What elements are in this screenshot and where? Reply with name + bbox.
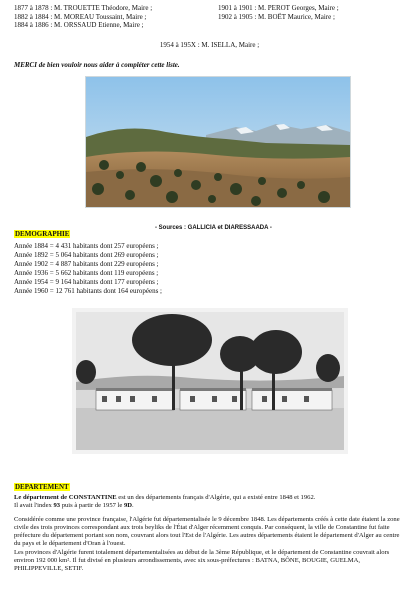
mayor-entry: 1901 à 1901 : M. PEROT Georges, Maire ;	[218, 4, 339, 12]
barracks-illustration	[72, 308, 348, 454]
landscape-illustration	[86, 77, 350, 207]
population-entry: Année 1936 = 5 662 habitants dont 119 européens ;	[14, 269, 159, 277]
demographie-list	[14, 242, 162, 296]
mayors-right-column	[218, 4, 339, 21]
population-entry: Année 1902 = 4 887 habitants dont 229 européens ;	[14, 260, 159, 268]
departement-paragraph-1: Considérée comme une province française, l'Algérie fut départementalisée le 9 décembre 1848. Les départements créés à cette date étaient la zone civile des trois provinces correspondant aux trois beyliks de l'État d'Alger récemment conquis. Par conséquent, la ville de Constantine fut faite préfecture du département portant son nom, couvrant alors tout l'Est de l'Algérie. Les autres départements étaient le département d'Alger au centre du pays et le département d'Oran à l'ouest.	[14, 516, 400, 548]
departement-index: Il avait l'index 93 puis à partir de 1957 le 9D.	[14, 502, 134, 510]
population-entry: Année 1892 = 5 064 habitants dont 269 européens ;	[14, 251, 159, 259]
departement-heading: DEPARTEMENT	[15, 483, 69, 491]
demographie-heading: DEMOGRAPHIE	[15, 230, 70, 238]
population-entry: Année 1954 = 9 164 habitants dont 177 européens ;	[14, 278, 159, 286]
help-note: MERCI de bien vouloir nous aider à compléter cette liste.	[14, 61, 180, 69]
demographie-sources: - Sources : GALLICIA et DIARESSAADA -	[155, 225, 272, 231]
departement-intro: Le département de CONSTANTINE est un des départements français d'Algérie, qui a existé entre 1848 et 1962.	[14, 494, 316, 501]
mayors-left-column	[14, 4, 152, 30]
population-entry: Année 1884 = 4 431 habitants dont 257 européens ;	[14, 242, 159, 250]
population-entry: Année 1960 = 12 761 habitants dont 164 européens ;	[14, 287, 163, 295]
mayor-entry: 1902 à 1905 : M. BOËT Maurice, Maire ;	[218, 12, 335, 21]
mayor-entry: 1882 à 1884 : M. MOREAU Toussaint, Maire ;	[14, 12, 147, 21]
barracks-photo	[72, 308, 348, 454]
mayor-entry: 1877 à 1878 : M. TROUETTE Théodore, Maire ;	[14, 4, 153, 12]
departement-text	[14, 494, 406, 573]
departement-paragraph-2: Les provinces d'Algérie furent totalement départementalisées au début de la 3ème République, et le département de Constantine couvrait alors environ 192 000 km². Il fut divisé en plusieurs arrondissements, avec six sous-préfectures : BATNA, BÔNE, BOUGIE, GUELMA, PHILIPPEVILLE, SETIF.	[14, 548, 390, 572]
mayor-entry: 1884 à 1886 : M. ORSSAUD Etienne, Maire ;	[14, 21, 144, 30]
mayor-entry-center: 1954 à 195X : M. ISELLA, Maire ;	[159, 41, 260, 49]
landscape-photo	[85, 76, 351, 208]
